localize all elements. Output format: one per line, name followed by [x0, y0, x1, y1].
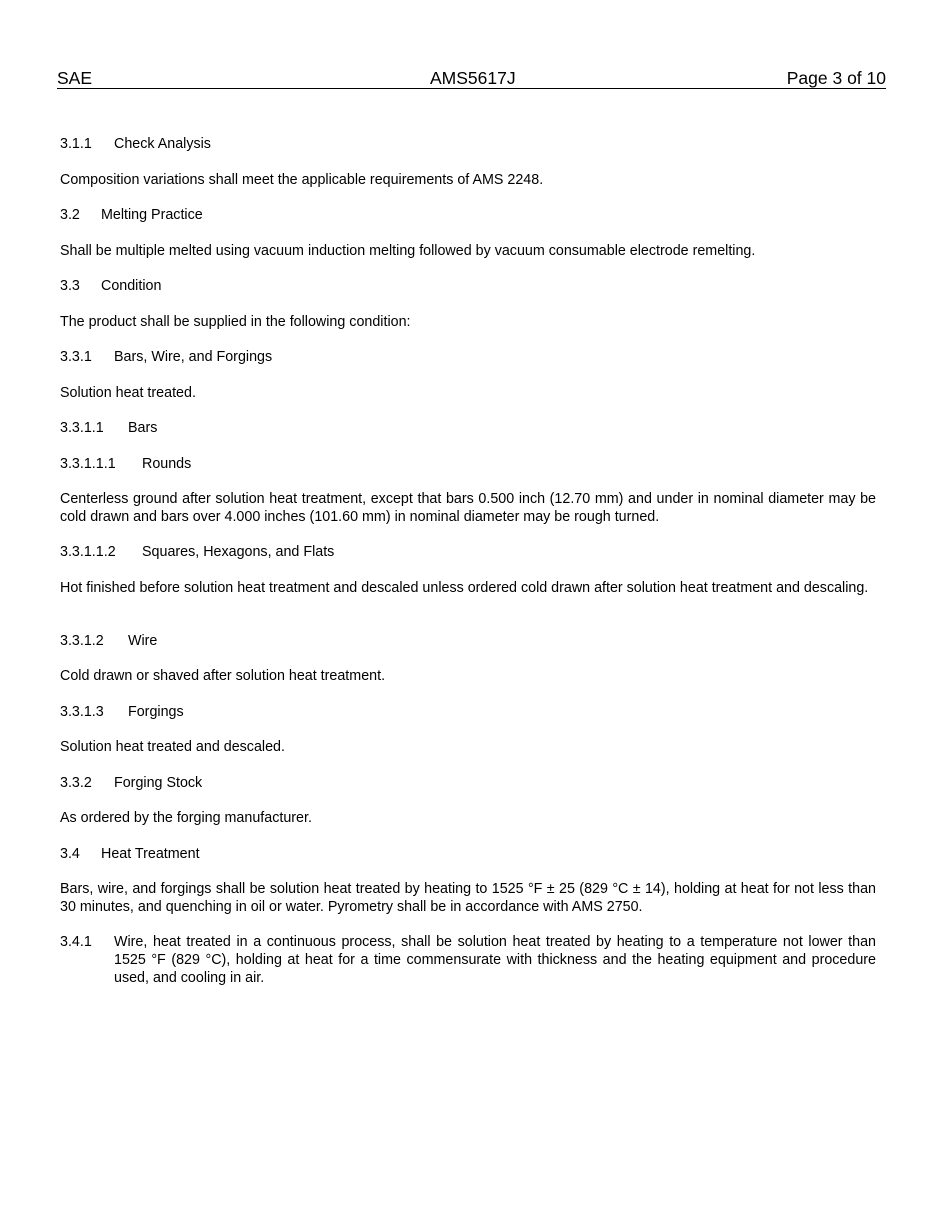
heading-3-2: [60, 206, 876, 224]
section-title: Melting Practice: [101, 207, 203, 223]
paragraph-3-4-1: [60, 933, 876, 987]
heading-3-3-1-1-2: [60, 543, 876, 561]
heading-3-4: [60, 845, 876, 863]
section-title: Forging Stock: [114, 775, 203, 791]
paragraph-3-3-2: As ordered by the forging manufacturer.: [60, 810, 312, 826]
section-number: 3.3.1: [60, 349, 92, 365]
heading-3-3-1-1: [60, 419, 876, 437]
section-number: 3.4.1: [60, 934, 92, 950]
header-page-number: Page 3 of 10: [786, 68, 886, 88]
section-number: 3.3.1.2: [60, 633, 104, 649]
section-title: Squares, Hexagons, and Flats: [142, 544, 335, 560]
section-title: Wire: [128, 633, 158, 649]
paragraph-3-1-1: Composition variations shall meet the applicable requirements of AMS 2248.: [60, 172, 544, 188]
section-number: 3.1.1: [60, 136, 92, 152]
section-number: 3.3.1.1: [60, 420, 104, 436]
section-number: 3.3.1.3: [60, 704, 104, 720]
section-title: Bars, Wire, and Forgings: [114, 349, 273, 365]
section-title: Bars: [128, 420, 158, 436]
heading-3-3-1: [60, 348, 876, 366]
section-number: 3.3: [60, 278, 80, 294]
paragraph-3-2: Shall be multiple melted using vacuum induction melting followed by vacuum consumable electrode remelting.: [60, 243, 756, 259]
section-title: Forgings: [128, 704, 184, 720]
heading-3-1-1: [60, 135, 876, 153]
heading-3-3-1-1-1: [60, 455, 876, 473]
section-title: Rounds: [142, 456, 192, 472]
section-number: 3.3.1.1.2: [60, 544, 116, 560]
heading-3-3-2: [60, 774, 876, 792]
section-title: Condition: [101, 278, 162, 294]
section-number: 3.3.1.1.1: [60, 456, 116, 472]
paragraph-3-3-1-3: Solution heat treated and descaled.: [60, 739, 285, 755]
section-title: Heat Treatment: [101, 846, 200, 862]
header-doc-number: AMS5617J: [430, 68, 516, 88]
section-number: 3.2: [60, 207, 80, 223]
page-header: [57, 68, 886, 89]
section-text: Wire, heat treated in a continuous process, shall be solution heat treated by heating to a temperature not lower than 1525 °F (829 °C), holding at heat for a time commensurate with thickness and the heating equipment and procedure used, and cooling in air.: [114, 934, 876, 986]
heading-3-3-1-3: [60, 703, 876, 721]
paragraph-3-3: The product shall be supplied in the following condition:: [60, 314, 411, 330]
heading-3-3: [60, 277, 876, 295]
paragraph-3-3-1-2: Cold drawn or shaved after solution heat treatment.: [60, 668, 386, 684]
paragraph-3-4: Bars, wire, and forgings shall be solution heat treated by heating to 1525 °F ± 25 (829 °C ± 14), holding at heat for not less than 30 minutes, and quenching in oil or water. Pyrometry shall be in accordance with AMS 2750.: [60, 881, 876, 915]
section-title: Check Analysis: [114, 136, 211, 152]
paragraph-3-3-1-1-2: Hot finished before solution heat treatment and descaled unless ordered cold drawn after solution heat treatment and descaling.: [60, 580, 869, 596]
section-number: 3.3.2: [60, 775, 92, 791]
header-org: SAE: [57, 68, 93, 88]
heading-3-3-1-2: [60, 632, 876, 650]
paragraph-3-3-1-1-1: Centerless ground after solution heat treatment, except that bars 0.500 inch (12.70 mm) and under in nominal diameter may be cold drawn and bars over 4.000 inches (101.60 mm) in nominal diameter may be rough turned.: [60, 491, 876, 525]
paragraph-3-3-1: Solution heat treated.: [60, 385, 196, 401]
section-number: 3.4: [60, 846, 80, 862]
